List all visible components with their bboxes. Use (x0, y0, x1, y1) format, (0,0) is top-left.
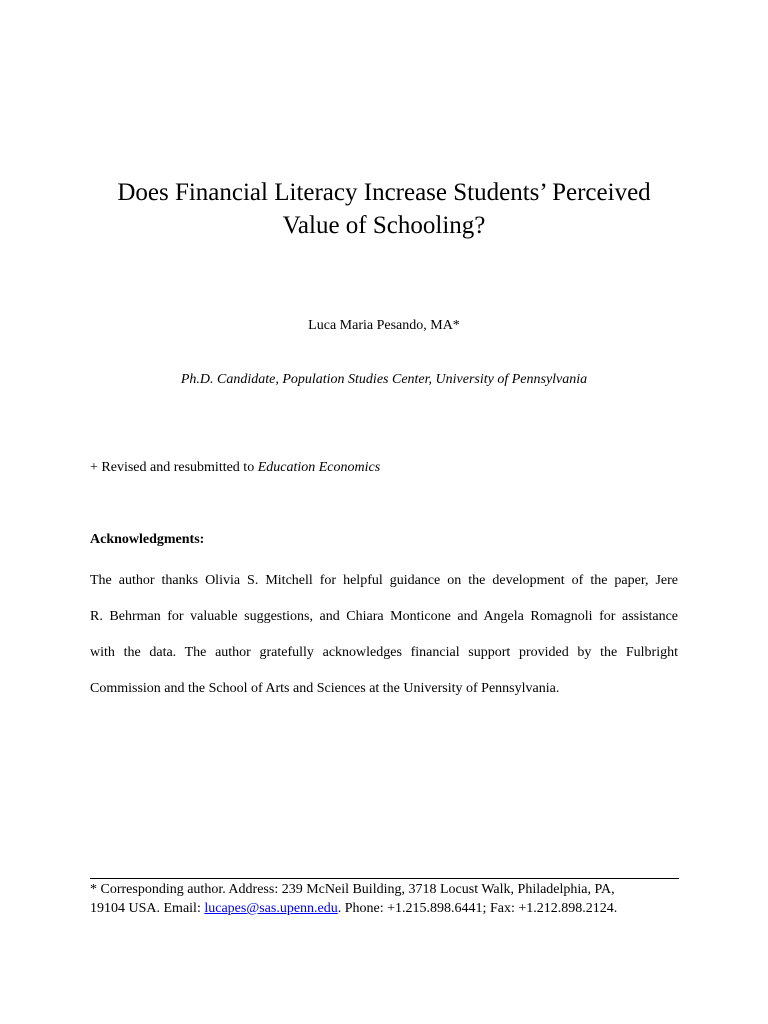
paper-title-line-1: Does Financial Literacy Increase Students’ Perceived (117, 179, 651, 206)
email-link[interactable]: lucapes@sas.upenn.edu (204, 901, 338, 916)
footnote-line-1: * Corresponding author. Address: 239 McNeil Building, 3718 Locust Walk, Philadelphia, PA, (90, 882, 615, 897)
acknowledgments-heading: Acknowledgments: (90, 532, 205, 547)
revision-note-prefix: + Revised and resubmitted to (90, 460, 258, 475)
author-name: Luca Maria Pesando, MA* (308, 318, 460, 333)
footnote-line-2 (90, 899, 690, 918)
paper-title (0, 176, 768, 242)
revision-note (90, 459, 380, 477)
footnote-contact-suffix: . Phone: +1.215.898.6441; Fax: +1.212.898.2124. (337, 901, 618, 916)
acknowledgments-body (90, 572, 678, 716)
acknowledgments-line: R. Behrman for valuable suggestions, and Chiara Monticone and Angela Romagnoli for assistance (90, 609, 678, 624)
acknowledgments-line: The author thanks Olivia S. Mitchell for helpful guidance on the development of the paper, Jere (90, 573, 678, 588)
footnote-divider (90, 878, 679, 879)
paper-title-line-2: Value of Schooling? (282, 212, 486, 239)
footnote (90, 880, 690, 918)
journal-name: Education Economics (257, 460, 381, 475)
footnote-email-prefix: 19104 USA. Email: (90, 901, 205, 916)
author-affiliation: Ph.D. Candidate, Population Studies Center, University of Pennsylvania (180, 372, 588, 387)
acknowledgments-line: with the data. The author gratefully acknowledges financial support provided by the Fulbright (90, 645, 678, 660)
acknowledgments-line: Commission and the School of Arts and Sciences at the University of Pennsylvania. (90, 681, 560, 696)
